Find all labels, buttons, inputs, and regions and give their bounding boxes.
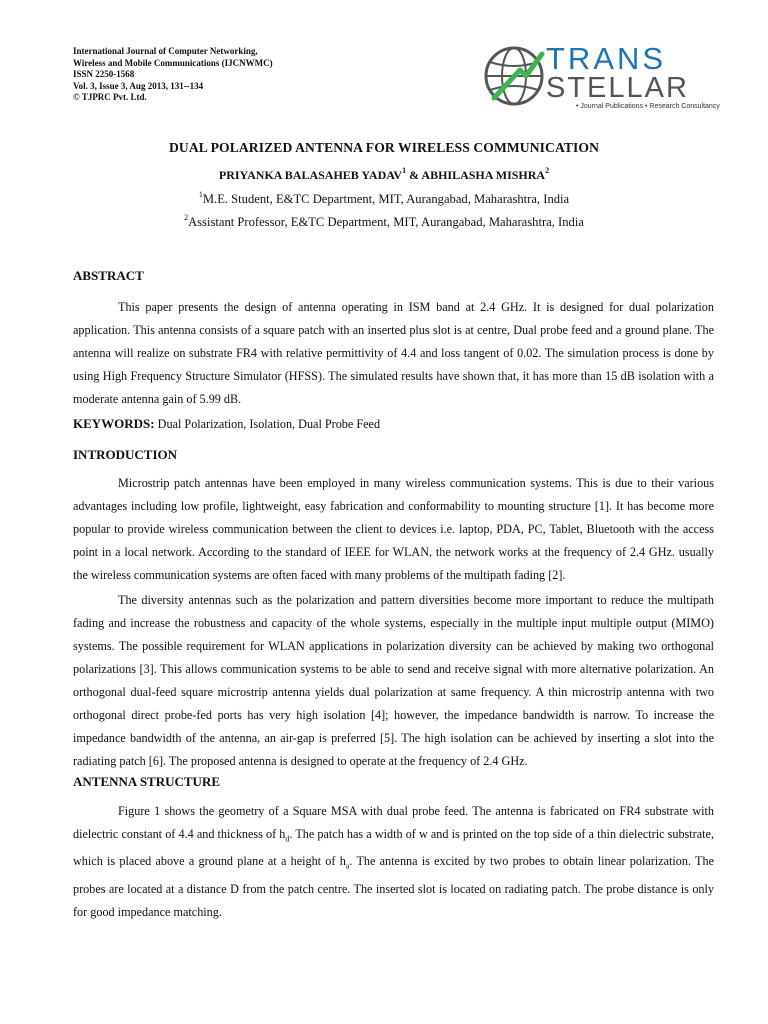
keywords-label: KEYWORDS: <box>73 416 155 431</box>
journal-name-line2: Wireless and Mobile Communications (IJCNWMC) <box>73 57 273 68</box>
structure-text-3: . The antenna is excited by two probes to obtain linear polarization. The probes are located at a distance D from the patch centre. The inserted slot is located on radiating patch. The probe distance is only for good impedance matching. <box>73 854 714 919</box>
author-1-affiliation-mark: 1 <box>402 166 407 175</box>
journal-name-line1: International Journal of Computer Networking, <box>73 46 258 56</box>
logo-word-stellar: STELLAR <box>546 72 689 104</box>
affiliation-2-mark: 2 <box>184 213 189 222</box>
introduction-paragraph-2 <box>73 589 714 773</box>
paper-title: DUAL POLARIZED ANTENNA FOR WIRELESS COMMUNICATION <box>168 140 599 155</box>
affiliation-1-text: M.E. Student, E&TC Department, MIT, Aurangabad, Maharashtra, India <box>202 192 570 206</box>
abstract-heading: ABSTRACT <box>73 268 144 283</box>
structure-subscript-d: d <box>285 834 290 844</box>
structure-subscript-a: a <box>345 861 350 871</box>
introduction-heading: INTRODUCTION <box>73 447 178 462</box>
author-2-affiliation-mark: 2 <box>545 166 550 175</box>
keywords-text: Dual Polarization, Isolation, Dual Probe Feed <box>154 417 381 431</box>
antenna-structure-paragraph <box>73 800 714 924</box>
authors <box>0 168 768 183</box>
affiliation-2-text: Assistant Professor, E&TC Department, MIT, Aurangabad, Maharashtra, India <box>188 215 584 229</box>
journal-copyright: © TJPRC Pvt. Ltd. <box>73 92 147 102</box>
abstract-text: This paper presents the design of antenna operating in ISM band at 2.4 GHz. It is designed for dual polarization application. This antenna consists of a square patch with an inserted plus slot is at centre, Dual probe feed and a ground plane. The antenna will realize on substrate FR4 with relative permittivity of 4.4 and loss tangent of 0.02. The simulation process is done by using High Frequency Structure Simulator (HFSS). The simulated results have shown that, it has more than 15 dB isolation with a moderate antenna gain of 5.99 dB. <box>73 300 714 406</box>
logo-word-trans: TRANS <box>546 41 667 76</box>
abstract-paragraph <box>73 296 714 411</box>
affiliation-2 <box>0 215 768 230</box>
introduction-p2-text: The diversity antennas such as the polarization and pattern diversities become more important to reduce the multipath fading and increase the robustness and capacity of the whole systems, especially in the multiple input multiple output (MIMO) systems. The possible requirement for WLAN applications in polarization diversity can be achieved by making two orthogonal polarizations [3]. This allows communication systems to be able to send and receive signal with more alternative polarization. An orthogonal dual-feed square microstrip antenna yields dual polarization at same frequency. A thin microstrip antenna with two orthogonal direct probe-fed ports has very high isolation [4]; however, the impedance bandwidth is narrow. To increase the impedance bandwidth of the antenna, an air-gap is preferred [5]. The high isolation can be achieved by inserting a slot into the radiating patch [6]. The proposed antenna is designed to operate at the frequency of 2.4 GHz. <box>73 593 714 768</box>
journal-info <box>73 46 273 104</box>
author-2: ABHILASHA MISHRA <box>421 168 546 182</box>
affiliation-1 <box>0 192 768 207</box>
introduction-p1-text: Microstrip patch antennas have been employed in many wireless communication systems. This is due to their various advantages including low profile, lightweight, easy fabrication and conformability to mounting structure [1]. It has become more popular to provide wireless communication between the client to devices i.e. laptop, PDA, PC, Tablet, Bluetooth with the access point in a local network. According to the standard of IEEE for WLAN, the network works at the frequency of 2.4 GHz. usually the wireless communication systems are often faced with many problems of the multipath fading [2]. <box>73 476 714 582</box>
structure-text-1: Figure 1 shows the geometry of a Square MSA with dual probe feed. The antenna is fabricated on FR4 substrate with dielectric constant of 4.4 and thickness of h <box>73 804 714 841</box>
journal-issn: ISSN 2250-1568 <box>73 69 135 79</box>
globe-icon <box>486 48 542 104</box>
author-separator: & <box>406 168 422 182</box>
antenna-structure-heading: ANTENNA STRUCTURE <box>73 774 220 789</box>
journal-volume: Vol. 3, Issue 3, Aug 2013, 131--134 <box>73 80 204 91</box>
author-1: PRIYANKA BALASAHEB YADAV <box>218 168 403 182</box>
structure-text-2: . The patch has a width of w and is printed on the top side of a thin dielectric substrate, which is placed above a ground plane at a height of h <box>73 827 714 869</box>
keywords <box>73 416 380 432</box>
logo-tagline: • Journal Publications • Research Consultancy <box>576 103 720 110</box>
transstellar-logo <box>480 40 720 112</box>
affiliation-1-mark: 1 <box>198 190 203 199</box>
introduction-paragraph-1 <box>73 472 714 587</box>
